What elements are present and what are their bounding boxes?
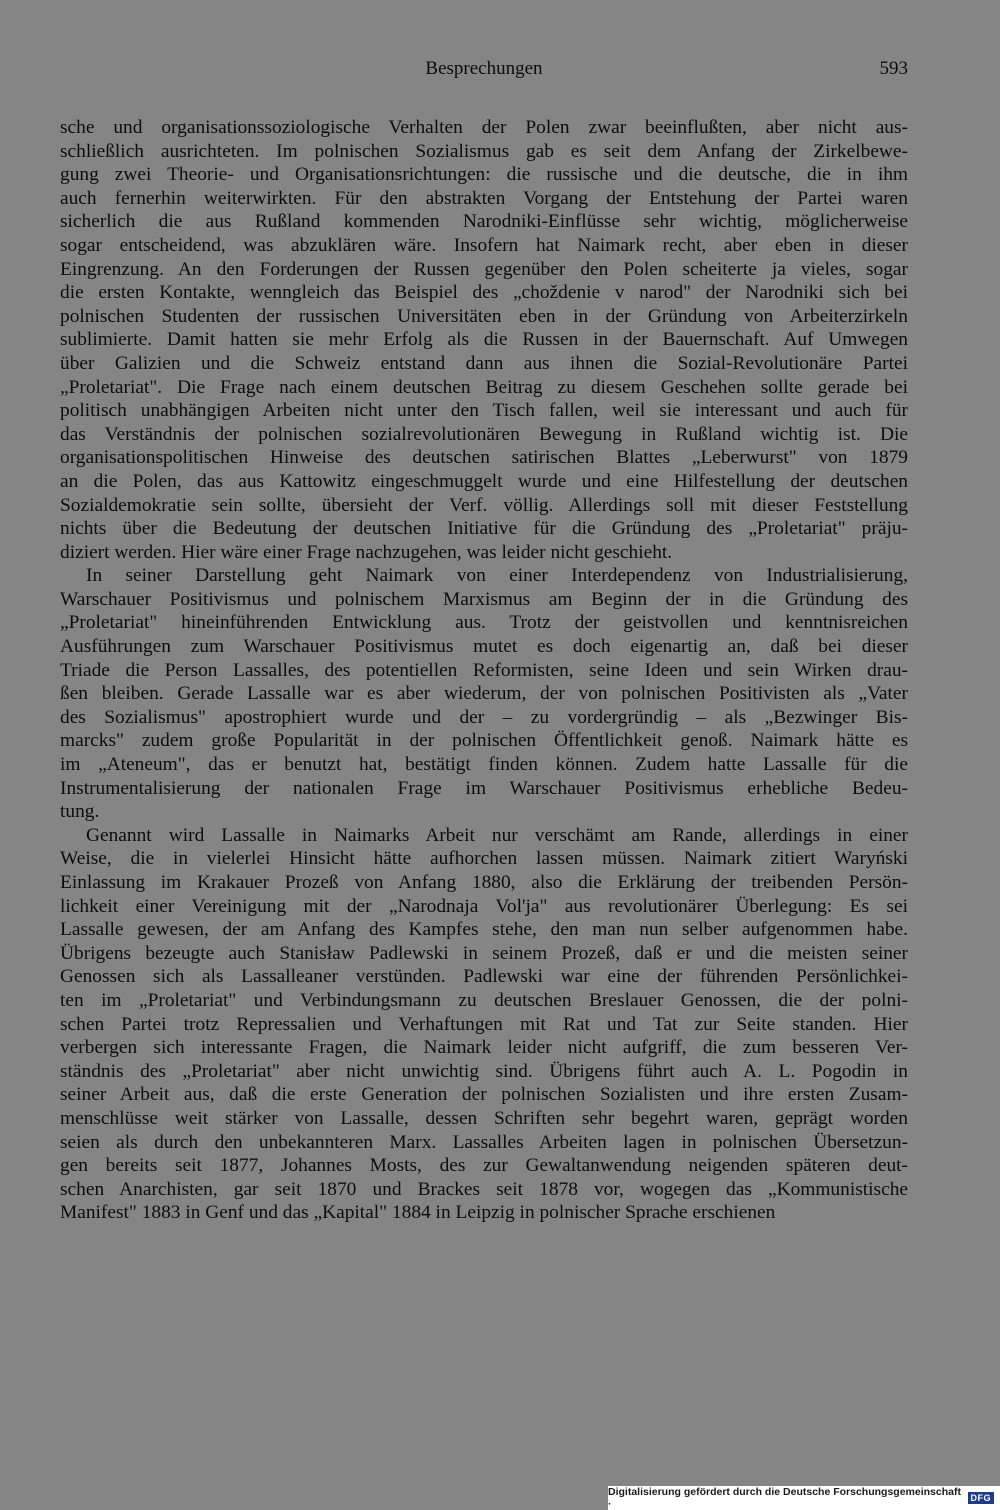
running-title: Besprechungen [425, 58, 543, 79]
text-line: sche und organisationssoziologische Verhalten der Polen zwar beeinflußten, aber nicht aus- [60, 117, 908, 138]
text-line: sublimierte. Damit hatten sie mehr Erfolg als die Russen in der Bauernschaft. Auf Umwegen [60, 329, 908, 351]
footer-credit-text: Digitalisierung gefördert durch die Deutsche Forschungsgemeinschaft · [608, 1486, 961, 1510]
text-line: im „Ateneum", das er benutzt hat, bestätigt finden können. Zudem hatte Lassalle für die [60, 754, 908, 776]
text-line: tung. [60, 801, 100, 823]
text-line: politisch unabhängigen Arbeiten nicht unter den Tisch fallen, weil sie interessant und auch für [60, 400, 908, 422]
text-line: Weise, die in vielerlei Hinsicht hätte aufhorchen lassen müssen. Naimark zitiert Waryński [60, 848, 908, 870]
text-line: gung zwei Theorie- und Organisationsrichtungen: die russische und die deutsche, die in ihm [60, 164, 908, 186]
text-line: sogar entscheidend, was abzuklären wäre. Insofern hat Naimark recht, aber eben in dieser [60, 234, 908, 256]
paragraph [60, 116, 908, 564]
text-line: „Proletariat" hineinführenden Entwicklung aus. Trotz der geistvollen und kenntnisreichen [60, 612, 908, 634]
text-line: organisationspolitischen Hinweise des deutschen satirischen Blattes „Leberwurst" von 1879 [60, 447, 908, 469]
text-line: sicherlich die aus Rußland kommenden Narodniki-Einflüsse sehr wichtig, möglicherweise [60, 211, 908, 233]
page-number: 593 [879, 58, 908, 79]
text-line: die ersten Kontakte, wenngleich das Beispiel des „choždenie v narod" der Narodniki sich bei [60, 282, 908, 304]
text-line: marcks" zudem große Popularität in der polnischen Öffentlichkeit genoß. Naimark hätte es [60, 730, 908, 752]
text-line: Triade die Person Lassalles, des potentiellen Reformisten, seine Ideen und sein Wirken drau- [60, 659, 908, 681]
text-line: schen Partei trotz Repressalien und Verhaftungen mit Rat und Tat zur Seite standen. Hier [60, 1013, 908, 1035]
text-line: Genannt wird Lassalle in Naimarks Arbeit nur verschämt am Rande, allerdings in einer [86, 824, 908, 846]
text-line: schen Anarchisten, gar seit 1870 und Brackes seit 1878 vor, wogegen das „Kommunistische [60, 1178, 908, 1200]
text-line: Manifest" 1883 in Genf und das „Kapital" 1884 in Leipzig in polnischer Sprache erschienen [60, 1202, 776, 1224]
text-line: seiner Arbeit aus, daß die erste Generation der polnischen Sozialisten und ihre ersten Zusam- [60, 1084, 908, 1106]
text-line: verbergen sich interessante Fragen, die Naimark leider nicht aufgriff, die zum besseren Ver- [60, 1037, 908, 1059]
digitization-credit-footer [608, 1486, 1000, 1510]
text-line: schließlich ausrichteten. Im polnischen Sozialismus gab es seit dem Anfang der Zirkelbewe- [60, 140, 908, 162]
text-line: Einlassung im Krakauer Prozeß von Anfang 1880, also die Erklärung der treibenden Persön- [60, 872, 908, 893]
paragraph [60, 564, 908, 824]
text-line: Genossen sich als Lassalleaner verstünden. Padlewski war eine der führenden Persönlichkei- [60, 966, 908, 988]
paragraph [60, 824, 908, 1225]
dfg-logo: DFG [968, 1492, 995, 1504]
text-line: Sozialdemokratie sein sollte, übersieht der Verf. völlig. Allerdings soll mit dieser Feststellung [60, 494, 908, 516]
text-line: über Galizien und die Schweiz entstand dann aus ihnen die Sozial-Revolutionäre Partei [60, 352, 908, 374]
text-line: Übrigens bezeugte auch Stanisław Padlewski in seinem Prozeß, daß er und die meisten seiner [60, 942, 908, 964]
text-line: nichts über die Bedeutung der deutschen Initiative für die Gründung des „Proletariat" präju- [60, 518, 908, 540]
text-line: diziert werden. Hier wäre einer Frage nachzugehen, was leider nicht geschieht. [60, 541, 673, 563]
text-line: Eingrenzung. An den Forderungen der Russen gegenüber den Polen scheiterte ja vieles, sogar [60, 258, 908, 280]
text-line: polnischen Studenten der russischen Universitäten eben in der Gründung von Arbeiterzirkeln [60, 305, 908, 327]
text-line: menschlüsse weit stärker von Lassalle, dessen Schriften sehr begehrt waren, geprägt worden [60, 1107, 908, 1129]
body-text [60, 116, 908, 1225]
text-line: Instrumentalisierung der nationalen Frage im Warschauer Positivismus erhebliche Bedeu- [60, 777, 908, 799]
text-line: seien als durch den unbekannteren Marx. Lassalles Arbeiten lagen in polnischen Übersetzun- [60, 1131, 908, 1153]
text-line: Lassalle gewesen, der am Anfang des Kampfes stehe, den man nun selber aufgenommen habe. [60, 919, 908, 941]
text-line: „Proletariat". Die Frage nach einem deutschen Beitrag zu diesem Geschehen sollte gerade bei [60, 376, 908, 398]
text-line: ständnis des „Proletariat" aber nicht unwichtig sind. Übrigens führt auch A. L. Pogodin in [60, 1060, 908, 1082]
text-line: des Sozialismus" apostrophiert wurde und der – zu vordergründig – als „Bezwinger Bis- [60, 706, 908, 728]
text-line: lichkeit einer Vereinigung mit der „Narodnaja Vol'ja" aus revolutionärer Überlegung: Es sei [60, 895, 908, 917]
text-line: ten im „Proletariat" und Verbindungsmann zu deutschen Breslauer Genossen, die der polni- [60, 989, 908, 1011]
text-line: auch fernerhin weiterwirkten. Für den abstrakten Vorgang der Entstehung der Partei waren [60, 187, 908, 209]
text-line: Ausführungen zum Warschauer Positivismus mutet es doch eigenartig an, daß bei dieser [60, 636, 908, 658]
running-head [60, 58, 908, 84]
text-line: In seiner Darstellung geht Naimark von einer Interdependenz von Industrialisierung, [86, 565, 908, 587]
text-line: an die Polen, das aus Kattowitz eingeschmuggelt wurde und eine Hilfestellung der deutschen [60, 470, 908, 492]
text-line: das Verständnis der polnischen sozialrevolutionären Bewegung in Rußland wichtig ist. Die [60, 423, 908, 445]
text-line: ßen bleiben. Gerade Lassalle war es aber wiederum, der von polnischen Positivisten als „Vater [60, 683, 908, 705]
text-line: Warschauer Positivismus und polnischem Marxismus am Beginn der in die Gründung des [60, 588, 908, 610]
text-line: gen bereits seit 1877, Johannes Mosts, des zur Gewaltanwendung neigenden späteren deut- [60, 1155, 908, 1177]
